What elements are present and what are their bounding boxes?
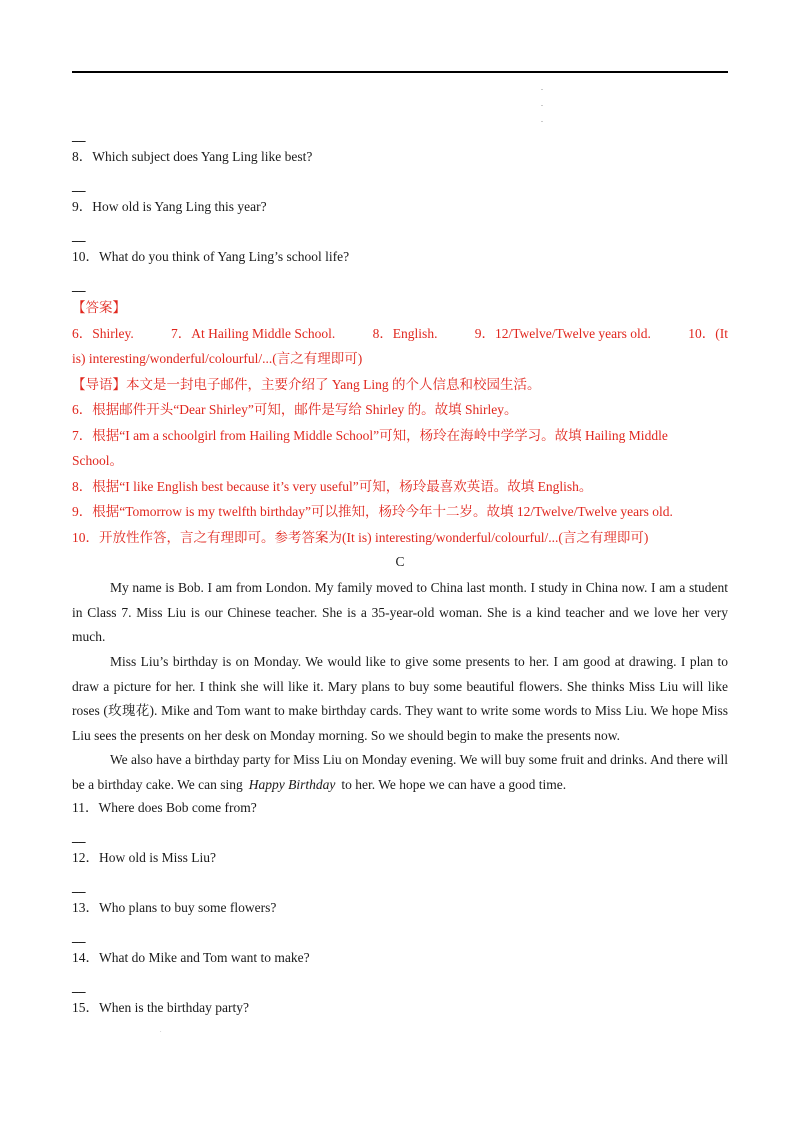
- answer-blank[interactable]: __: [72, 128, 86, 143]
- question-13: 13．Who plans to buy some flowers?: [72, 900, 277, 915]
- answer-title: 【答案】: [72, 300, 126, 315]
- answer-8: 8．English.: [372, 325, 438, 341]
- question-14: 14．What do Mike and Tom want to make?: [72, 950, 310, 965]
- explanation-8: 8．根据“I like English best because it’s very useful”可知，杨玲最喜欢英语。故填 English。: [72, 478, 593, 494]
- answer-blank[interactable]: __: [72, 979, 86, 994]
- answer-6: 6．Shirley.: [72, 325, 134, 341]
- question-10: 10．What do you think of Yang Ling’s school life?: [72, 249, 350, 264]
- answer-9: 9．12/Twelve/Twelve years old.: [474, 325, 651, 341]
- answer-10: 10．(It: [688, 325, 728, 341]
- footer-dot: .: [160, 1028, 162, 1034]
- question-15: 15．When is the birthday party?: [72, 1000, 249, 1015]
- explanation-7-cont: School。: [72, 453, 124, 468]
- answer-10-cont: is) interesting/wonderful/colourful/...(言之有理即可): [72, 351, 363, 366]
- section-label: C: [395, 554, 405, 569]
- passage-paragraph-3: [72, 748, 728, 797]
- question-8: 8．Which subject does Yang Ling like best?: [72, 149, 313, 164]
- song-title: Happy Birthday: [248, 776, 336, 792]
- answer-7: 7．At Hailing Middle School.: [171, 325, 336, 341]
- paragraph-3-part-b: to her. We hope we can have a good time.: [341, 776, 567, 792]
- passage-paragraph-1: My name is Bob. I am from London. My family moved to China last month. I study in China now. I am a student in Class 7. Miss Liu is our Chinese teacher. She is a 35-year-old woman. She is a kind teacher and we love her very much.: [72, 580, 728, 645]
- header-rule: [72, 71, 728, 73]
- answer-blank[interactable]: __: [72, 178, 86, 193]
- guide-text: 【导语】本文是一封电子邮件，主要介绍了 Yang Ling 的个人信息和校园生活。: [72, 376, 541, 392]
- question-12: 12．How old is Miss Liu?: [72, 850, 217, 865]
- explanation-9: 9．根据“Tomorrow is my twelfth birthday”可以推知，杨玲今年十二岁。故填 12/Twelve/Twelve years old.: [72, 504, 673, 519]
- answer-list: [72, 321, 728, 347]
- answer-blank[interactable]: __: [72, 228, 86, 243]
- header-dots: . . .: [541, 83, 543, 124]
- paragraph-3-part-a: We also have a birthday party for Miss Liu on Monday evening. We will buy some fruit and drinks. And there will be a birthday cake. We can sing: [72, 752, 728, 792]
- question-9: 9．How old is Yang Ling this year?: [72, 199, 267, 214]
- question-11: 11．Where does Bob come from?: [72, 800, 257, 815]
- answer-blank[interactable]: __: [72, 278, 86, 293]
- explanation-6: 6．根据邮件开头“Dear Shirley”可知，邮件是写给 Shirley 的。故填 Shirley。: [72, 402, 518, 417]
- answer-blank[interactable]: __: [72, 929, 86, 944]
- passage-paragraph-2: Miss Liu’s birthday is on Monday. We would like to give some presents to her. I am good at drawing. I plan to draw a picture for her. I think she will like it. Mary plans to buy some beautiful flowers. She thinks Miss Liu will like roses (玫瑰花). Mike and Tom want to make birthday cards. They want to write some words to Miss Liu. We hope Miss Liu sees the presents on her desk on Monday morning. So we should begin to make the presents now.: [72, 654, 728, 743]
- explanation-7: 7．根据“I am a schoolgirl from Hailing Middle School”可知，杨玲在海岭中学学习。故填 Hailing Middle: [72, 427, 668, 443]
- answer-blank[interactable]: __: [72, 879, 86, 894]
- answer-section: [72, 295, 728, 550]
- answer-blank[interactable]: __: [72, 829, 86, 844]
- explanation-10: 10．开放性作答，言之有理即可。参考答案为(It is) interesting/wonderful/colourful/...(言之有理即可): [72, 529, 649, 545]
